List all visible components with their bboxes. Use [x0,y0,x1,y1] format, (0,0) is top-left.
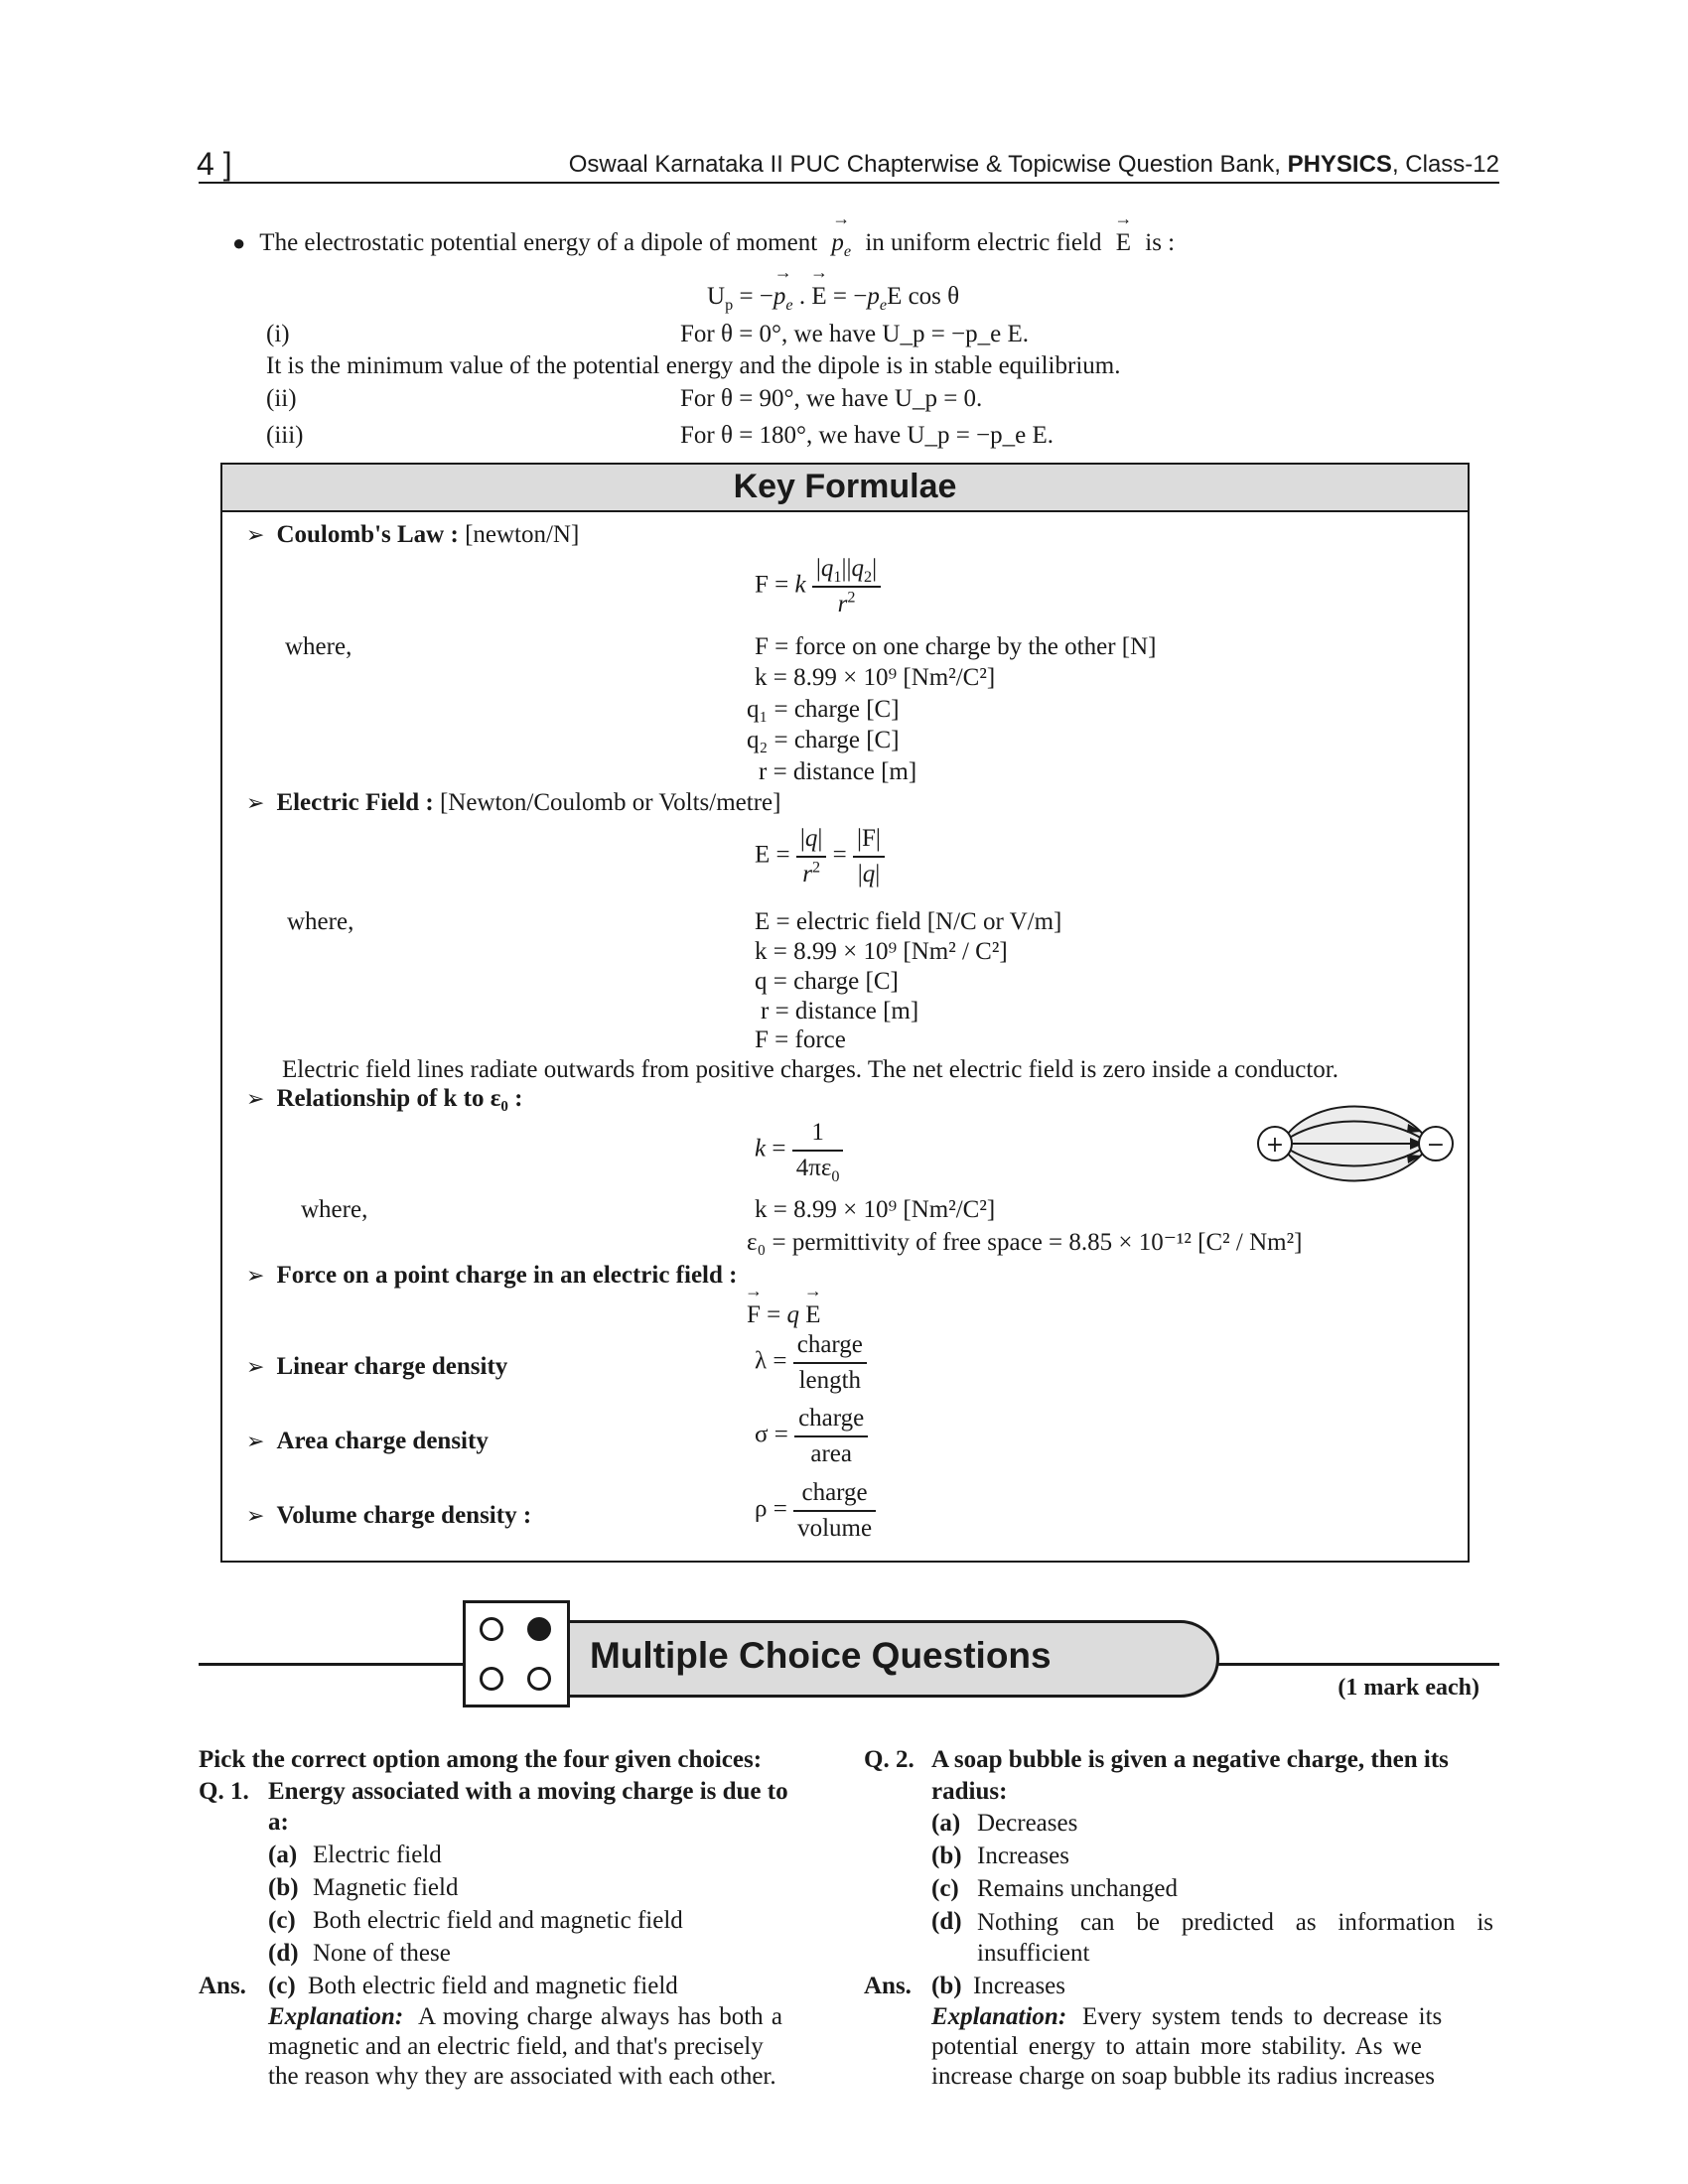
dipole-item-text: For θ = 0°, we have U_p = −p_e E. [680,321,1030,347]
dipole-field-lines-diagram [1249,1098,1460,1189]
coulomb-def: k = 8.99 × 10⁹ [Nm²/C²] [755,664,996,691]
dipole-item-text: For θ = 90°, we have U_p = 0. [680,385,983,412]
q1-option-text: Electric field [313,1842,442,1868]
q2-explanation-text: Every system tends to decrease its [1082,2003,1443,2030]
q2-option-label: (a) [931,1810,961,1837]
mcq-instruction: Pick the correct option among the four given choices: [199,1746,763,1773]
q2-answer-option: (b) [931,1973,962,1999]
dipole-item-text: For θ = 180°, we have U_p = −p_e E. [680,422,1055,449]
mcq-rule-left [199,1663,465,1666]
q1-explanation-text: magnetic and an electric field, and that's precisely [268,2033,764,2060]
dipole-bullet: ● The electrostatic potential energy of a dipole of moment → $p_e$ in uniform electric field → E is : [232,228,1175,258]
q1-answer-label: Ans. [199,1973,246,1999]
dipole-item-label: (iii) [266,422,304,449]
field-where: where, [287,908,354,935]
relationship-def: k = 8.99 × 10⁹ [Nm²/C²] [755,1196,996,1223]
q2-option-label: (b) [931,1843,962,1869]
relationship-formula: k = $\frac{1}{4\pi\varepsilon_0}$ [755,1118,843,1183]
circle-icon [527,1667,551,1691]
q1-option-label: (b) [268,1874,299,1901]
coulomb-heading: ➢ Coulomb's Law : [newton/N] [246,521,580,548]
q1-explanation-text: the reason why they are associated with each other. [268,2063,776,2090]
coulomb-def: r = distance [m] [759,758,917,785]
q1-option-text: Magnetic field [313,1874,459,1901]
q2-answer-text: Increases [973,1973,1065,1999]
q2-explanation-text: potential energy to attain more stability. As we [931,2033,1422,2060]
linear-formula: λ = $\frac{\text{charge}}{\text{length}}$ [755,1330,867,1396]
field-note: Electric field lines radiate outwards from positive charges. The net electric field is zero inside a conductor. [282,1056,1338,1083]
q2-explanation-label: Explanation: [931,2003,1067,2030]
filled-circle-icon [527,1617,551,1641]
field-heading: ➢ Electric Field : [Newton/Coulomb or Volts/metre] [246,789,781,816]
q1-explanation-text: A moving charge always has both a [418,2003,783,2030]
area-heading: ➢ Area charge density [246,1428,489,1454]
q1-number: Q. 1. [199,1778,249,1805]
q1-explanation-label: Explanation: [268,2003,404,2030]
mcq-rule-right [1217,1663,1499,1666]
field-def: F = force [755,1026,846,1053]
field-formula: E = $\frac{|q|}{r^2}$ = $\frac{|F|}{|q|}$ [755,824,885,889]
q1-option-text: None of these [313,1940,451,1967]
relationship-heading: ➢ Relationship of k to ε₀ : [246,1085,523,1112]
force-formula: → F = q → E [747,1300,821,1330]
linear-heading: ➢ Linear charge density [246,1353,508,1380]
header-rule [199,182,1499,184]
key-formulae-title: Key Formulae [733,468,957,505]
mcq-marks: (1 mark each) [1337,1675,1479,1701]
q2-text: radius: [931,1778,1008,1805]
svg-text:−: − [1426,1133,1446,1158]
q2-answer-label: Ans. [864,1973,912,1999]
relationship-def: ε₀ = permittivity of free space = 8.85 × 10⁻¹² [C² / Nm²] [747,1229,1303,1256]
circle-icon [480,1617,503,1641]
q1-option-label: (a) [268,1842,298,1868]
q2-option-text: Increases [977,1843,1069,1869]
area-formula: σ = $\frac{\text{charge}}{\text{area}}$ [755,1404,868,1469]
q1-option-label: (d) [268,1940,299,1967]
coulomb-def: q₂ = charge [C] [747,727,900,753]
q1-option-text: Both electric field and magnetic field [313,1907,683,1934]
relationship-where: where, [301,1196,368,1223]
q1-text: Energy associated with a moving charge is due to [268,1778,788,1805]
q2-option-text: Remains unchanged [977,1875,1179,1902]
mcq-title: Multiple Choice Questions [590,1635,1052,1676]
q1-answer-text: Both electric field and magnetic field [308,1973,678,1999]
field-def: k = 8.99 × 10⁹ [Nm² / C²] [755,938,1008,965]
mcq-icon-box [463,1600,570,1707]
coulomb-formula: F = k $\frac{|q_1||q_2|}{r^2}$ [755,554,881,619]
q1-answer-option: (c) [268,1973,296,1999]
running-title: Oswaal Karnataka II PUC Chapterwise & Topicwise Question Bank, PHYSICS, Class-12 [568,151,1499,178]
circle-icon [480,1667,503,1691]
dipole-item-label: (i) [266,321,290,347]
q2-text: A soap bubble is given a negative charge, then its [931,1746,1449,1773]
coulomb-where: where, [285,633,352,660]
q2-option-text: Decreases [977,1810,1078,1837]
q2-option-text: Nothing can be predicted as information is insufficient [977,1909,1493,1967]
q1-text: a: [268,1809,289,1836]
svg-text:+: + [1265,1133,1285,1158]
q2-option-label: (c) [931,1875,959,1902]
field-def: E = electric field [N/C or V/m] [755,908,1062,935]
volume-heading: ➢ Volume charge density : [246,1502,532,1529]
q2-option-label: (d) [931,1908,962,1935]
dipole-note: It is the minimum value of the potential energy and the dipole is in stable equilibrium. [266,352,1121,379]
page-number: 4 ] [197,146,232,182]
q2-number: Q. 2. [864,1746,914,1773]
coulomb-def: q₁ = charge [C] [747,696,900,723]
q1-option-label: (c) [268,1907,296,1934]
volume-formula: ρ = $\frac{\text{charge}}{\text{volume}}$ [755,1478,876,1544]
dipole-formula: $U_p$ = −→ $p_e$ . → $E = -p_eE$ cos θ [707,282,959,312]
dipole-item-label: (ii) [266,385,297,412]
field-def: q = charge [C] [755,968,899,995]
coulomb-def: F = force on one charge by the other [N] [755,633,1157,660]
q2-explanation-text: increase charge on soap bubble its radius increases [931,2063,1435,2090]
field-def: r = distance [m] [761,998,919,1024]
force-heading: ➢ Force on a point charge in an electric field : [246,1262,738,1289]
